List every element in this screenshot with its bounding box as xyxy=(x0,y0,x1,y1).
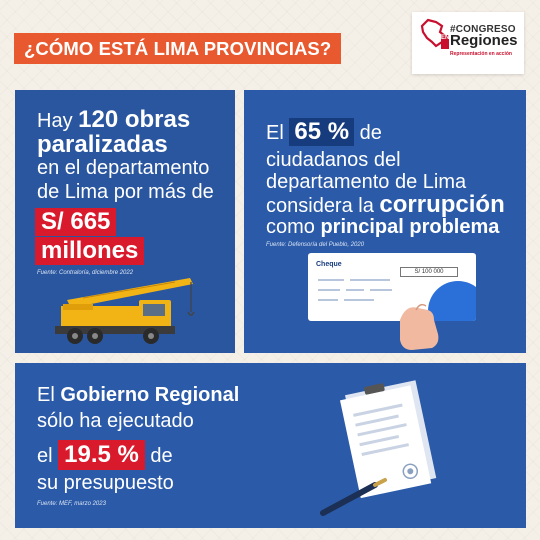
p3-line4: su presupuesto xyxy=(37,472,174,494)
p2-line4-bold: corrupción xyxy=(379,191,505,218)
logo-regiones-text: Regiones xyxy=(450,32,518,49)
p3-line1 xyxy=(37,385,239,405)
page-title: ¿CÓMO ESTÁ LIMA PROVINCIAS? xyxy=(14,33,341,64)
p2-source: Fuente: Defensoría del Pueblo, 2020 xyxy=(266,242,365,248)
p2-line2: ciudadanos del xyxy=(266,149,401,171)
p1-line1-pre: Hay xyxy=(37,110,73,132)
p2-percent: 65 % xyxy=(289,118,354,146)
cheque-line xyxy=(318,289,340,291)
obras-paralizadas-panel xyxy=(15,90,235,353)
hand-icon xyxy=(394,290,454,350)
p1-line3: en el departamento xyxy=(37,157,210,179)
p3-source: Fuente: MEF, marzo 2023 xyxy=(37,501,106,507)
p1-amount: S/ 665 xyxy=(35,208,116,236)
p2-line1-pre: El xyxy=(266,122,284,144)
p3-line1-bold: Gobierno Regional xyxy=(60,384,240,406)
p2-line5-pre: como xyxy=(266,216,315,238)
p1-line1-bold: 120 obras xyxy=(78,106,191,133)
p2-line4-pre: considera la xyxy=(266,195,374,217)
p2-line5-bold: principal problema xyxy=(320,216,500,238)
cheque-line xyxy=(350,279,390,281)
p2-line3: departamento de Lima xyxy=(266,171,467,193)
cheque-label: Cheque xyxy=(316,261,342,268)
cheque-line xyxy=(344,299,374,301)
p1-source: Fuente: Contraloría, diciembre 2022 xyxy=(37,270,134,276)
crane-truck-icon xyxy=(55,270,215,350)
p3-line2: sólo ha ejecutado xyxy=(37,410,194,432)
corrupcion-panel xyxy=(244,90,526,353)
p3-line3-pre: el xyxy=(37,445,53,467)
p3-percent: 19.5 % xyxy=(58,440,145,470)
p3-line1-pre: El xyxy=(37,384,55,406)
p2-line4 xyxy=(266,193,505,217)
p1-line1 xyxy=(37,108,190,132)
cheque-line xyxy=(318,299,338,301)
cheque-line xyxy=(318,279,344,281)
congreso-en-regiones-logo xyxy=(412,12,524,74)
document-pen-icon xyxy=(315,373,465,523)
cheque-amount: S/ 100 000 xyxy=(400,267,458,277)
logo-hash-text: #CONGRESO xyxy=(450,24,516,35)
p1-line2: paralizadas xyxy=(37,131,168,158)
logo-tagline: Representación en acción xyxy=(450,51,512,57)
p1-amount-unit: millones xyxy=(35,237,144,265)
p2-line5 xyxy=(266,217,499,237)
cheque-line xyxy=(370,289,392,291)
gobierno-regional-panel xyxy=(15,363,526,528)
p1-line4: de Lima por más de xyxy=(37,181,214,203)
p3-line3-post: de xyxy=(150,445,173,467)
p2-line1 xyxy=(266,118,382,146)
p3-line3 xyxy=(37,440,173,470)
logo-en-badge: EN xyxy=(441,35,449,49)
p2-line1-post: de xyxy=(359,122,382,144)
cheque-line xyxy=(346,289,364,291)
